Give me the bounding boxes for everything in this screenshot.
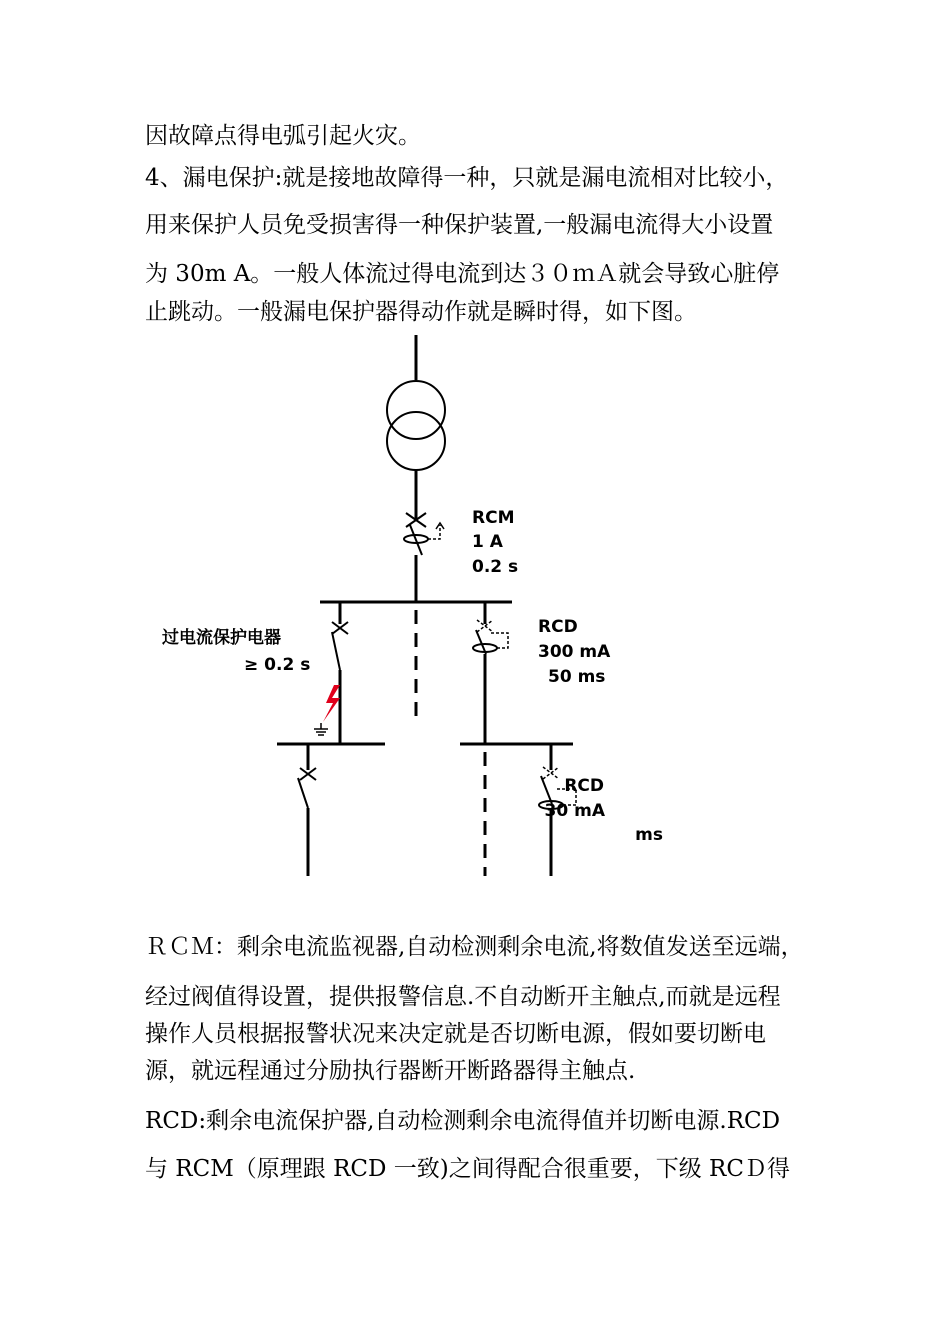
rcm-breaker [404,513,444,602]
leakage-protection-diagram [162,330,663,890]
rcd-upper-name: RCD [538,617,578,637]
transformer-coil-top [387,381,445,439]
text-line: 与 RCM（原理跟 RCD 一致)之间得配合很重要，下级 RCＤ得 [145,1156,790,1182]
text-line: 源，就远程通过分励执行器断开断路器得主触点. [145,1058,636,1084]
rcd-300ma-breaker [473,602,508,744]
text-line: ＲＣＭ：剩余电流监视器,自动检测剩余电流,将数值发送至远端， [145,934,804,960]
text-line: 为 30m A。一般人体流过得电流到达３０ｍＡ就会导致心脏停 [145,261,780,287]
earth-symbol-icon [314,723,328,735]
text-line: 经过阀值得设置，提供报警信息.不自动断开主触点,而就是远程 [145,984,781,1010]
rcm-name: RCM [472,508,515,528]
text-line: RCD:剩余电流保护器,自动检测剩余电流得值并切断电源.RCD [145,1108,781,1134]
rcm-time: 0.2 s [472,557,519,577]
rcd-lower-name: RCD [564,776,604,796]
rcd-upper-current: 300 mA [538,642,611,662]
text-line: 操作人员根据报警状况来决定就是否切断电源，假如要切断电 [145,1021,766,1047]
left-outgoing-breaker [298,744,316,876]
text-line: 用来保护人员免受损害得一种保护装置,一般漏电流得大小设置 [145,212,774,238]
rcd-upper-time: 50 ms [548,667,606,687]
rcm-current: 1 A [472,532,503,552]
rcd-lower-time: ms [635,825,663,845]
text-line: 止跳动。一般漏电保护器得动作就是瞬时得，如下图。 [145,299,697,325]
text-line: 4、漏电保护:就是接地故障得一种，只就是漏电流相对比较小， [145,165,789,191]
transformer-coil-bottom [387,412,445,470]
overcurrent-breaker [332,602,348,744]
fault-bolt-icon [323,685,340,722]
overcurrent-time: ≥ 0.2 s [244,655,311,675]
text-line: 因故障点得电弧引起火灾。 [145,123,421,149]
overcurrent-name: 过电流保护电器 [162,628,281,648]
rcd-lower-current: 30 mA [544,801,605,821]
